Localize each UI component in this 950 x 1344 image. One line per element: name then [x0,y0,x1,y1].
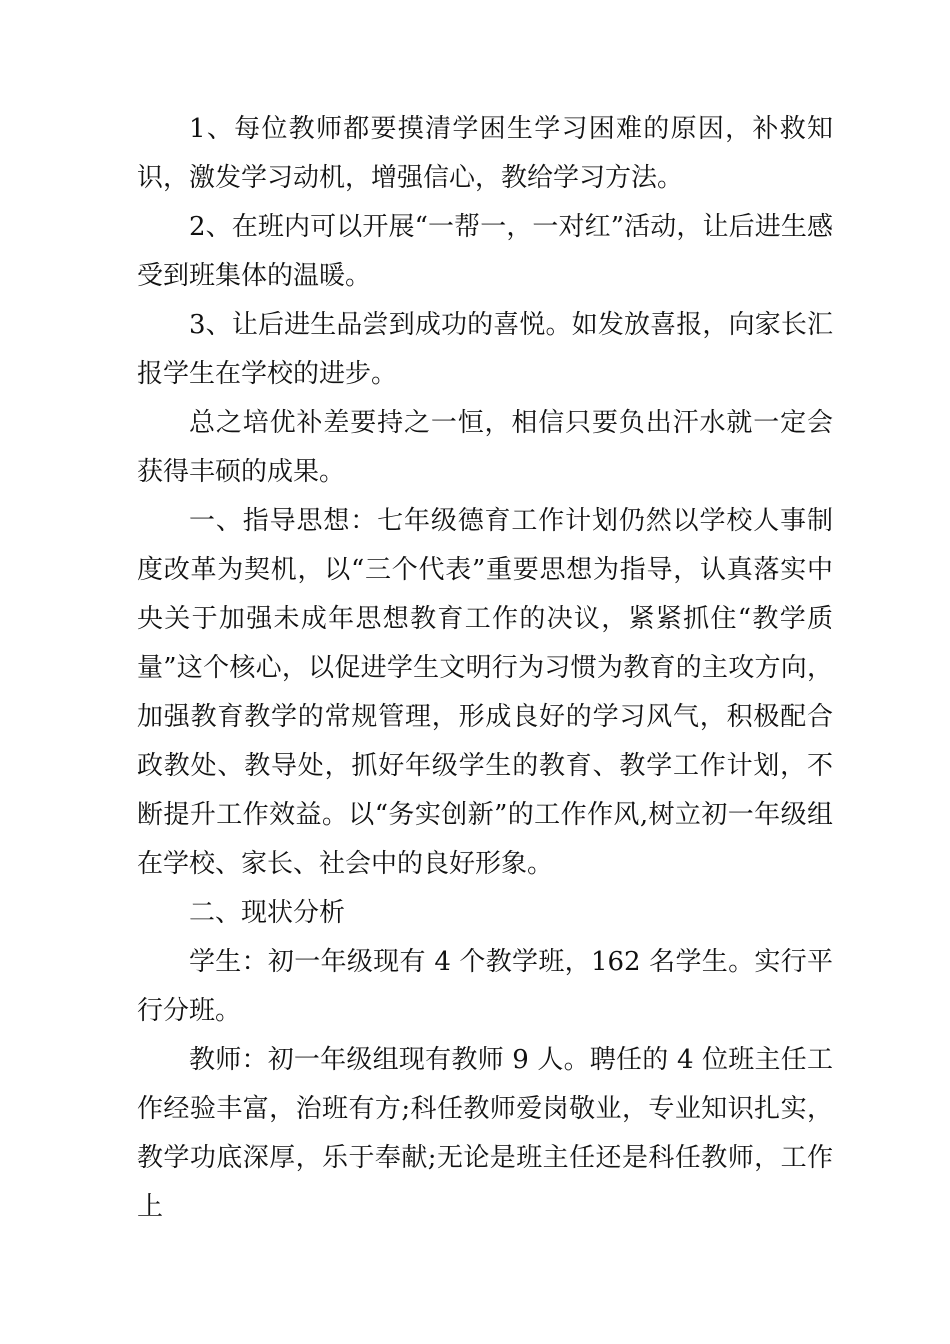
paragraph-teachers: 教师：初一年级组现有教师 9 人。聘任的 4 位班主任工作经验丰富，治班有方;科任教师爱岗敬业，专业知识扎实，教学功底深厚，乐于奉献;无论是班主任还是科任教师，工作上 [137,1045,833,1222]
paragraph-remedial-2: 2、在班内可以开展“一帮一，一对红”活动，让后进生感受到班集体的温暖。 [137,212,833,291]
paragraph-students: 学生：初一年级现有 4 个教学班，162 名学生。实行平行分班。 [137,947,833,1026]
paragraph-summary: 总之培优补差要持之一恒，相信只要负出汗水就一定会获得丰硕的成果。 [137,408,833,487]
paragraph-remedial-3: 3、让后进生品尝到成功的喜悦。如发放喜报，向家长汇报学生在学校的进步。 [137,310,833,389]
paragraph-remedial-1: 1、每位教师都要摸清学困生学习困难的原因，补救知识，激发学习动机，增强信心，教给学习方法。 [137,114,833,193]
paragraph-guiding-thought: 一、指导思想：七年级德育工作计划仍然以学校人事制度改革为契机，以“三个代表”重要思想为指导，认真落实中央关于加强未成年思想教育工作的决议，紧紧抓住“教学质量”这个核心，以促进学生文明行为习惯为教育的主攻方向，加强教育教学的常规管理，形成良好的学习风气，积极配合政教处、教导处，抓好年级学生的教育、教学工作计划，不断提升工作效益。以“务实创新”的工作作风,树立初一年级组在学校、家长、社会中的良好形象。 [137,506,833,879]
document-body [137,105,833,1232]
section-heading-status-analysis: 二、现状分析 [189,898,346,928]
